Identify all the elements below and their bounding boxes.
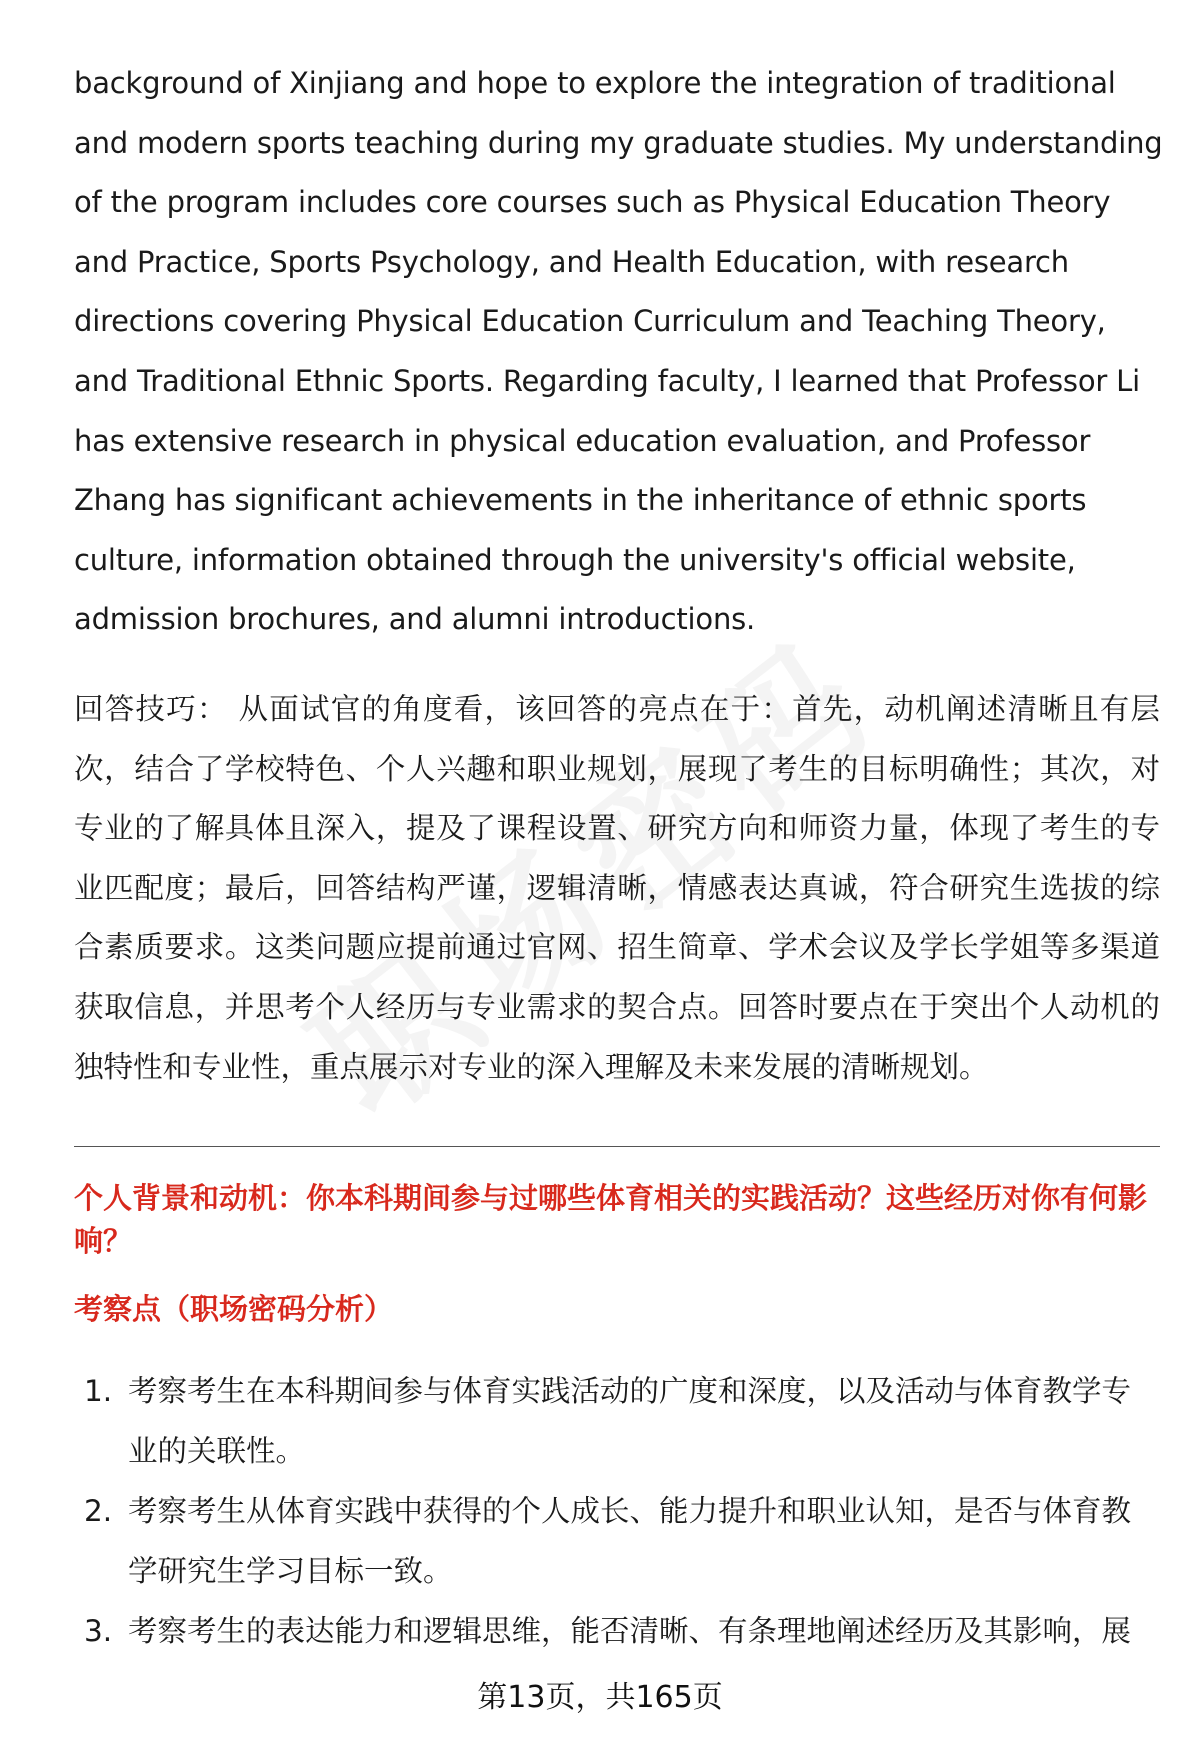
list-item-text: 考察考生从体育实践中获得的个人成长、能力提升和职业认知，是否与体育教学研究生学习目标一致。	[128, 1494, 1132, 1588]
question-heading: 个人背景和动机：你本科期间参与过哪些体育相关的实践活动？这些经历对你有何影响？	[74, 1181, 1148, 1258]
list-item-number: 3.	[84, 1614, 113, 1649]
list-item	[74, 1362, 1160, 1481]
page-number-footer: 第13页，共165页	[477, 1680, 723, 1715]
answer-tips-paragraph: 回答技巧： 从面试官的角度看，该回答的亮点在于：首先，动机阐述清晰且有层次，结合了学校特色、个人兴趣和职业规划，展现了考生的目标明确性；其次，对专业的了解具体且深入，提及了课程设置、研究方向和师资力量，体现了考生的专业匹配度；最后，回答结构严谨，逻辑清晰，情感表达真诚，符合研究生选拔的综合素质要求。这类问题应提前通过官网、招生简章、学术会议及学长学姐等多渠道获取信息，并思考个人经历与专业需求的契合点。回答时要点在于突出个人动机的独特性和专业性，重点展示对专业的深入理解及未来发展的清晰规划。	[74, 692, 1160, 1084]
list-item-number: 1.	[84, 1374, 113, 1408]
list-item	[74, 1602, 1160, 1662]
list-item-text: 考察考生在本科期间参与体育实践活动的广度和深度，以及活动与体育教学专业的关联性。	[128, 1374, 1132, 1468]
english-answer-paragraph: background of Xinjiang and hope to explore the integration of traditional and modern sports teaching during my graduate studies. My understanding of the program includes core courses such as Physical Education Theory and Practice, Sports Psychology, and Health Education, with research directions covering Physical Education Curriculum and Teaching Theory, and Traditional Ethnic Sports. Regarding faculty, I learned that Professor Li has extensive research in physical education evaluation, and Professor Zhang has significant achievements in the inheritance of ethnic sports culture, information obtained through the university's official website, admission brochures, and alumni introductions.	[74, 66, 1163, 637]
list-item	[74, 1482, 1160, 1601]
assessment-list	[74, 1362, 1160, 1663]
section-divider	[74, 1146, 1160, 1147]
assessment-heading: 考察点（职场密码分析）	[74, 1292, 394, 1326]
list-item-text: 考察考生的表达能力和逻辑思维，能否清晰、有条理地阐述经历及其影响，展	[128, 1614, 1132, 1649]
list-item-number: 2.	[84, 1494, 113, 1529]
